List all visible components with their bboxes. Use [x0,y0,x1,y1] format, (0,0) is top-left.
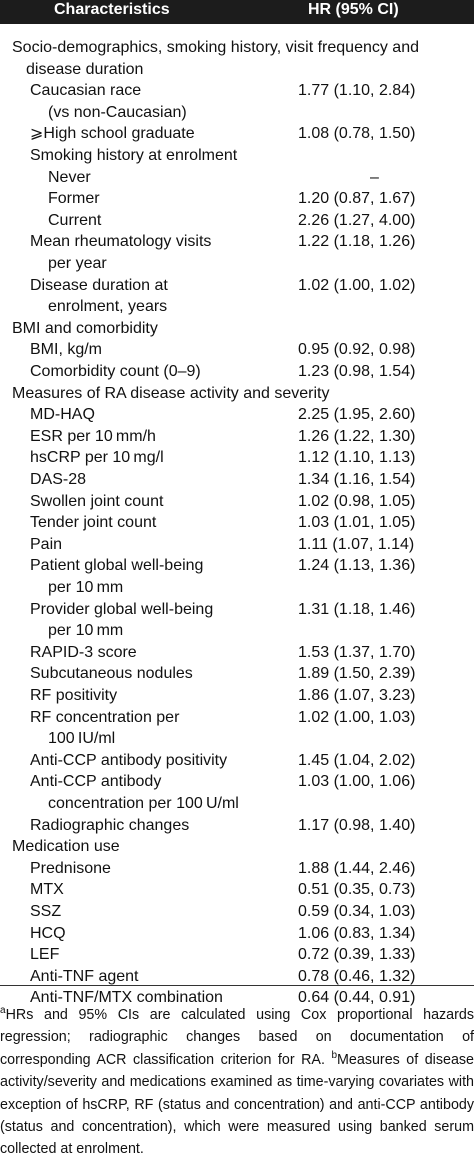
footnote-b-mark: b [331,1050,338,1062]
row-hr-value: 1.34 (1.16, 1.54) [298,471,416,488]
row-hr-value: – [370,168,379,186]
row-hr-value: 1.06 (0.83, 1.34) [298,924,416,942]
row-label: BMI and comorbidity [12,319,158,337]
row-label: Never [48,168,91,186]
row-hr-value: 0.51 (0.35, 0.73) [298,881,416,899]
table-footnotes [0,1004,474,1161]
row-label: Comorbidity count (0–9) [30,363,201,380]
row-label-continuation: disease duration [26,60,144,78]
row-label: Anti-CCP antibody [30,773,162,791]
row-hr-value: 1.03 (1.00, 1.06) [298,773,416,791]
row-hr-value: 1.31 (1.18, 1.46) [298,600,416,618]
row-hr-value: 0.95 (0.92, 0.98) [298,341,416,359]
row-label: MTX [30,881,64,899]
row-label: Anti-CCP antibody positivity [30,751,228,769]
row-hr-value: 1.03 (1.01, 1.05) [298,514,416,532]
row-hr-value: 1.11 (1.07, 1.14) [298,535,415,553]
row-hr-value: 0.59 (0.34, 1.03) [298,903,416,920]
row-label: Measures of RA disease activity and severity [12,384,330,402]
row-label: RF positivity [30,687,118,704]
row-label: LEF [30,946,60,964]
row-hr-value: 1.17 (0.98, 1.40) [298,816,416,834]
row-label: Current [48,211,102,229]
row-hr-value: 1.02 (1.00, 1.02) [298,276,416,294]
row-label: Caucasian race [30,82,142,100]
row-label: ⩾High school graduate [30,125,195,143]
row-label: Pain [30,535,63,553]
row-hr-value: 1.26 (1.22, 1.30) [298,427,416,445]
row-hr-value: 1.86 (1.07, 3.23) [298,687,416,704]
row-label: Prednisone [30,859,111,877]
row-hr-value: 0.64 (0.44, 0.91) [298,989,416,1007]
row-label: Medication use [12,838,120,856]
row-label-continuation: per 10 mm [48,578,124,596]
row-label-continuation: per year [48,254,107,272]
row-label: Swollen joint count [30,492,164,510]
row-hr-value: 1.02 (1.00, 1.03) [298,708,416,726]
row-label: Patient global well-being [30,557,204,575]
row-label: BMI, kg/m [30,341,103,359]
row-label: Disease duration at [30,276,168,294]
row-hr-value: 0.78 (0.46, 1.32) [298,967,416,985]
row-label: DAS-28 [30,471,87,488]
row-label: Radiographic changes [30,816,190,834]
footnote-a: HRs and 95% CIs are calculated using Cox proportional hazards regression; radiographic changes based on documentation of corresponding ACR classification criterion for RA. [0,1007,474,1068]
row-hr-value: 1.88 (1.44, 2.46) [298,859,416,877]
row-hr-value: 1.89 (1.50, 2.39) [298,665,416,683]
row-hr-value: 1.02 (0.98, 1.05) [298,492,416,510]
row-hr-value: 2.26 (1.27, 4.00) [298,211,416,229]
row-label-continuation: 100 IU/ml [48,730,116,748]
table-header [0,0,474,24]
row-hr-value: 1.22 (1.18, 1.26) [298,233,416,251]
row-hr-value: 1.20 (0.87, 1.67) [298,190,416,208]
table-bottom-rule [0,985,474,986]
row-hr-value: 2.25 (1.95, 2.60) [298,406,416,424]
row-hr-value: 1.53 (1.37, 1.70) [298,643,416,661]
row-label: Anti-TNF agent [30,967,139,985]
header-hr-ci: HR (95% CI) [308,1,399,18]
row-hr-value: 1.45 (1.04, 2.02) [298,751,416,769]
row-label: Provider global well-being [30,600,214,618]
footnote-a-mark: a [0,1005,6,1017]
row-label-continuation: enrolment, years [48,298,168,316]
row-hr-value: 1.23 (0.98, 1.54) [298,363,416,380]
row-label: Mean rheumatology visits [30,233,212,251]
row-label: SSZ [30,903,62,920]
footnote-b: Measures of disease activity/severity and medications examined as time-varying covariates with exception of hsCRP, RF (status and concentration) and anti-CCP antibody (status and concentration), which were measured using banked serum collected at enrolment. [0,1051,474,1158]
row-label: hsCRP per 10 mg/l [30,449,164,467]
row-hr-value: 1.08 (0.78, 1.50) [298,125,416,143]
row-hr-value: 1.12 (1.10, 1.13) [298,449,416,467]
footnote-text [0,1004,474,1161]
row-label: Smoking history at enrolment [30,147,238,164]
row-hr-value: 1.77 (1.10, 2.84) [298,82,416,100]
row-label: Former [48,190,100,208]
row-label: HCQ [30,924,66,942]
row-hr-value: 1.24 (1.13, 1.36) [298,557,416,575]
row-label: Anti-TNF/MTX combination [30,989,223,1007]
row-label: ESR per 10 mm/h [30,427,156,445]
row-label-continuation: (vs non-Caucasian) [48,103,187,121]
row-label: RF concentration per [30,708,180,726]
row-hr-value: 0.72 (0.39, 1.33) [298,946,416,964]
row-label-continuation: per 10 mm [48,622,124,640]
row-label: Subcutaneous nodules [30,665,193,683]
row-label: Socio-demographics, smoking history, visit frequency and [12,39,419,56]
row-label: MD-HAQ [30,406,95,424]
row-label-continuation: concentration per 100 U/ml [48,794,239,812]
header-characteristics: Characteristics [54,1,170,18]
row-label: Tender joint count [30,514,157,532]
row-label: RAPID-3 score [30,643,137,661]
